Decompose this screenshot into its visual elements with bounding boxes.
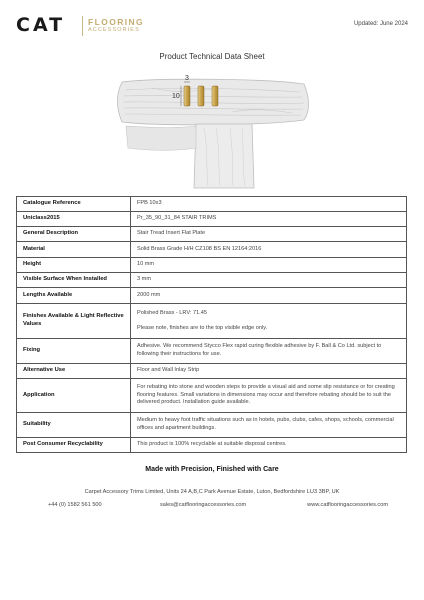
table-row — [17, 339, 407, 364]
footer-email[interactable]: sales@catflooringaccessories.com — [160, 502, 247, 508]
spec-label: Finishes Available & Light Reflective Values — [17, 304, 131, 339]
table-row — [17, 273, 407, 288]
brass-strip — [212, 86, 218, 106]
brass-strip — [184, 86, 190, 106]
logo-divider — [82, 16, 83, 36]
spec-label: General Description — [17, 227, 131, 242]
spec-value: Medium to heavy foot traffic situations such as in hotels, pubs, clubs, cafes, shops, schools, commercial offices and apartment buildings. — [131, 413, 407, 438]
logo-flooring: FLOORING — [88, 17, 145, 27]
spec-value: 3 mm — [131, 273, 407, 288]
table-row — [17, 379, 407, 413]
spec-label: Application — [17, 379, 131, 413]
table-row — [17, 364, 407, 379]
table-row — [17, 304, 407, 339]
spec-value: Pr_35_90_31_84 STAIR TRIMS — [131, 212, 407, 227]
spec-label: Visible Surface When Installed — [17, 273, 131, 288]
spec-value: FPB 10x3 — [131, 197, 407, 212]
spec-label: Suitability — [17, 413, 131, 438]
brass-strip — [198, 86, 204, 106]
dimension-side-label: 10 — [172, 93, 180, 100]
product-illustration — [112, 68, 312, 190]
spec-label: Post Consumer Recyclability — [17, 438, 131, 453]
spec-value: Adhesive. We recommend Stycco Flex rapid curing flexible adhesive by F. Ball & Co Ltd. subject to following their instructions for use. — [131, 339, 407, 364]
updated-date: Updated: June 2024 — [353, 21, 408, 27]
spec-value: Floor and Wall Inlay Strip — [131, 364, 407, 379]
footer-phone[interactable]: +44 (0) 1582 561 500 — [48, 502, 102, 508]
footer-tagline: Made with Precision, Finished with Care — [145, 466, 279, 473]
table-row — [17, 413, 407, 438]
spec-value: 10 mm — [131, 258, 407, 273]
spec-value: This product is 100% recyclable at suitable disposal centres. — [131, 438, 407, 453]
wood-lower-left — [126, 126, 196, 150]
spec-label: Height — [17, 258, 131, 273]
logo-cat: CAT — [16, 14, 66, 36]
spec-value: For rebating into stone and wooden steps to provide a visual aid and some slip resistance or for creating flooring features. Small variations in dimensions may occur and therefore rebating should be to suit the delivered product. Installation guide available. — [131, 379, 407, 413]
table-row — [17, 288, 407, 304]
spec-label: Fixing — [17, 339, 131, 364]
footer-website[interactable]: www.catflooringaccessories.com — [307, 502, 388, 508]
spec-value: Stair Tread Insert Flat Plate — [131, 227, 407, 242]
spec-label: Lengths Available — [17, 288, 131, 304]
wood-lower-block — [194, 124, 254, 188]
footer-address: Carpet Accessory Trims Limited, Units 24 A,B,C Park Avenue Estate, Luton, Bedfordshire LU3 3BP, UK — [84, 489, 340, 495]
dimension-top-label: 3 — [185, 75, 189, 82]
spec-label: Uniclass2015 — [17, 212, 131, 227]
table-row — [17, 438, 407, 453]
table-row — [17, 227, 407, 242]
table-row — [17, 258, 407, 273]
spec-label: Alternative Use — [17, 364, 131, 379]
table-row — [17, 212, 407, 227]
spec-value-note: Please note, finishes are to the top visible edge only. — [137, 324, 268, 331]
spec-label: Catalogue Reference — [17, 197, 131, 212]
spec-label: Material — [17, 242, 131, 258]
spec-value: Polished Brass - LRV: 71.45 — [137, 309, 207, 316]
header — [16, 12, 408, 38]
table-row — [17, 197, 407, 212]
spec-value-cell — [131, 304, 407, 339]
spec-value: Solid Brass Grade H/H CZ108 BS EN 12164:2016 — [131, 242, 407, 258]
spec-table — [16, 196, 407, 453]
spec-value: 2000 mm — [131, 288, 407, 304]
page-title: Product Technical Data Sheet — [159, 52, 265, 61]
logo-accessories: ACCESSORIES — [88, 27, 140, 33]
table-row — [17, 242, 407, 258]
